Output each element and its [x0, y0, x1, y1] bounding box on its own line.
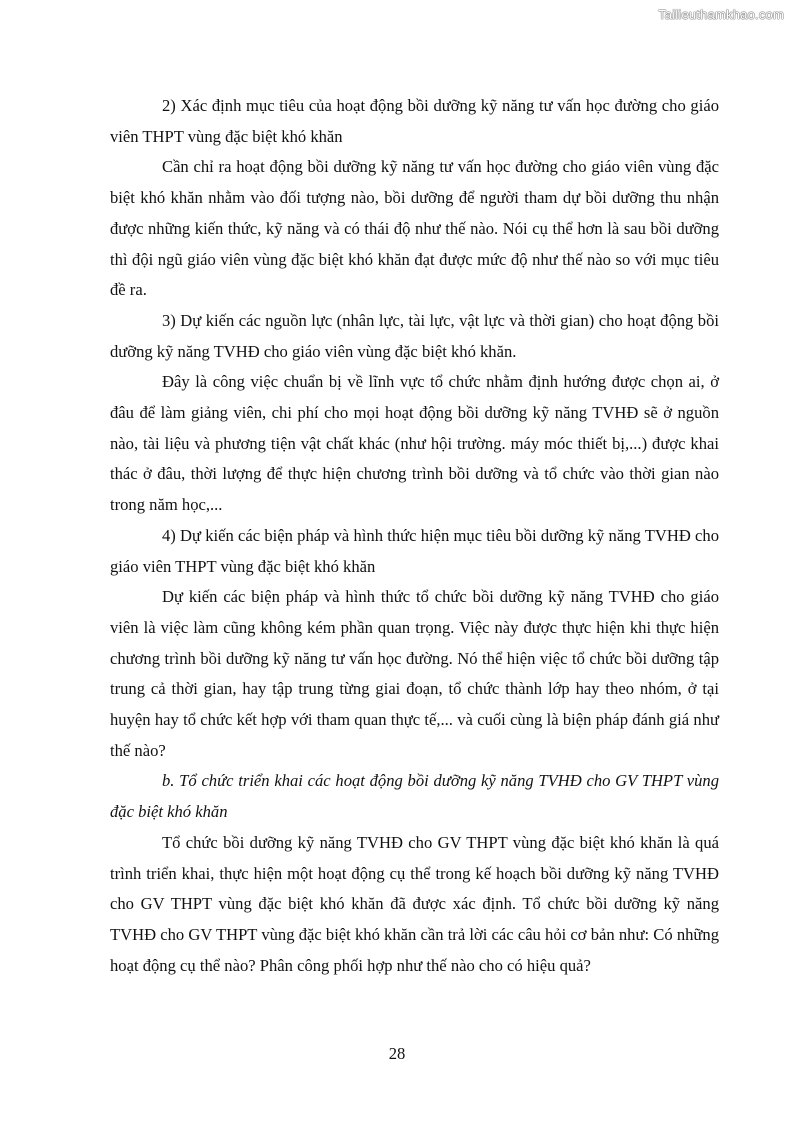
paragraph-measures-heading: 4) Dự kiến các biện pháp và hình thức hiện mục tiêu bồi dưỡng kỹ năng TVHĐ cho giáo viên THPT vùng đặc biệt khó khăn [110, 525, 719, 576]
paragraph-resources-heading: 3) Dự kiến các nguồn lực (nhân lực, tài lực, vật lực và thời gian) cho hoạt động bồi dưỡng kỹ năng TVHĐ cho giáo viên vùng đặc biệt khó khăn. [110, 310, 719, 361]
paragraph-organization-body: Tổ chức bồi dưỡng kỹ năng TVHĐ cho GV THPT vùng đặc biệt khó khăn là quá trình triển khai, thực hiện một hoạt động cụ thể trong kế hoạch bồi dưỡng kỹ năng TVHĐ cho GV THPT vùng đặc biệt khó khăn đã được xác định. Tổ chức bồi dưỡng kỹ năng TVHĐ cho GV THPT vùng đặc biệt khó khăn cần trả lời các câu hỏi cơ bản như: Có những hoạt động cụ thể nào? Phân công phối hợp như thế nào cho có hiệu quả? [110, 832, 719, 975]
document-body [110, 91, 719, 981]
paragraph-objective-body: Cần chỉ ra hoạt động bồi dưỡng kỹ năng tư vấn học đường cho giáo viên vùng đặc biệt khó khăn nhằm vào đối tượng nào, bồi dưỡng để người tham dự bồi dưỡng thu nhận được những kiến thức, kỹ năng và có thái độ như thế nào. Nói cụ thể hơn là sau bồi dưỡng thì đội ngũ giáo viên vùng đặc biệt khó khăn đạt được mức độ như thế nào so với mục tiêu đề ra. [110, 157, 719, 300]
paragraph-objective-heading: 2) Xác định mục tiêu của hoạt động bồi dưỡng kỹ năng tư vấn học đường cho giáo viên THPT vùng đặc biệt khó khăn [110, 96, 719, 146]
watermark-text: Tailieuthamkhao.com [658, 7, 784, 22]
paragraph-resources-body: Đây là công việc chuẩn bị về lĩnh vực tổ chức nhằm định hướng được chọn ai, ở đâu để làm giảng viên, chi phí cho mọi hoạt động bồi dưỡng kỹ năng TVHĐ sẽ ở nguồn nào, tài liệu và phương tiện vật chất khác (như hội trường. máy móc thiết bị,...) được khai thác ở đâu, thời lượng để thực hiện chương trình bồi dưỡng và tổ chức vào thời gian nào trong năm học,... [110, 372, 719, 515]
paragraph-measures-body: Dự kiến các biện pháp và hình thức tổ chức bồi dưỡng kỹ năng TVHĐ cho giáo viên là việc làm cũng không kém phần quan trọng. Việc này được thực hiện khi thực hiện chương trình bồi dưỡng kỹ năng tư vấn học đường. Nó thể hiện việc tổ chức bồi dưỡng tập trung cả thời gian, hay tập trung từng giai đoạn, tổ chức thành lớp hay theo nhóm, ở tại huyện hay tổ chức kết hợp với tham quan thực tế,... và cuối cùng là biện pháp đánh giá như thế nào? [110, 587, 719, 760]
section-heading-b: b. Tổ chức triển khai các hoạt động bồi dưỡng kỹ năng TVHĐ cho GV THPT vùng đặc biệt khó khăn [110, 771, 719, 822]
page-number: 28 [388, 1044, 406, 1063]
